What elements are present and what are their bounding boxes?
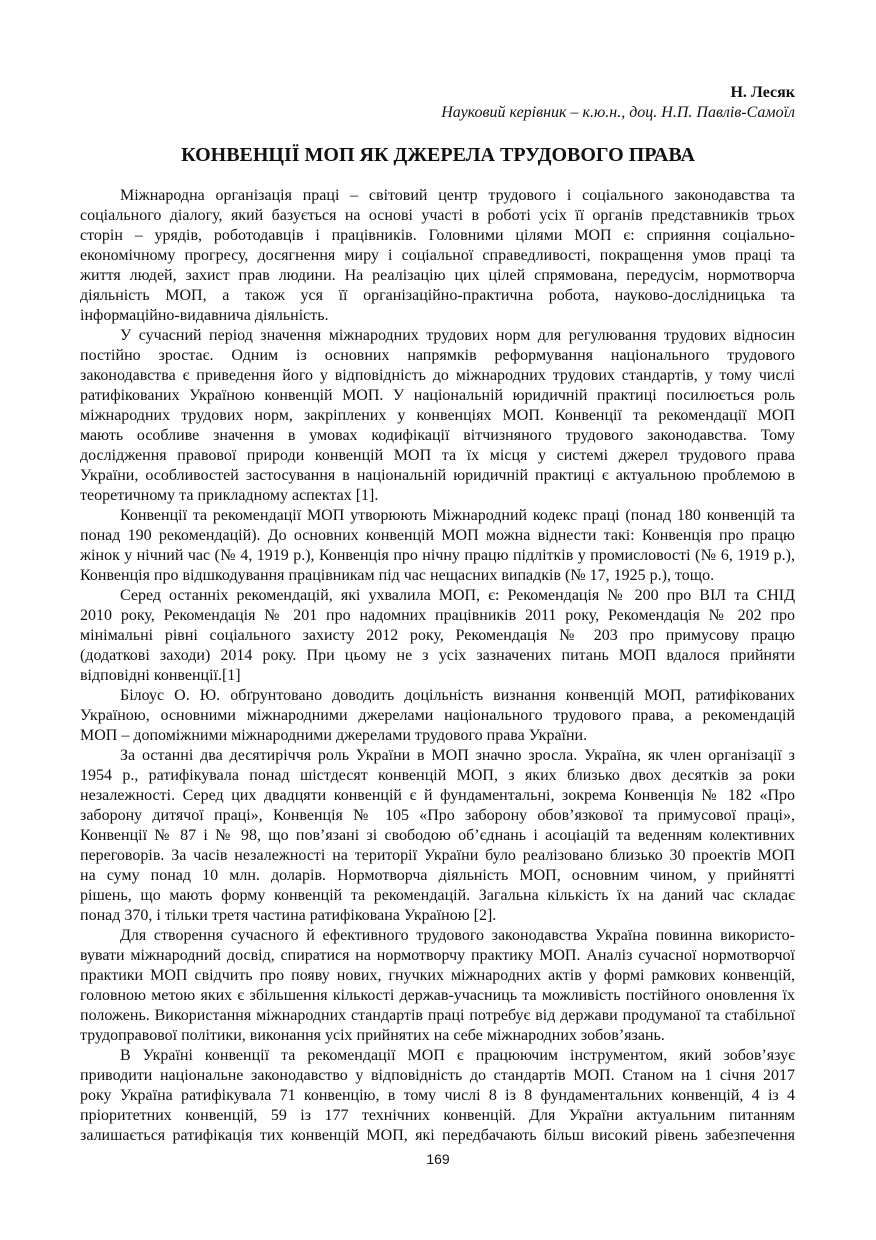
text-line: життя людей, захист прав людини. На реалізацію цих цілей спрямована, передусім, нормотворча: [80, 267, 795, 284]
text-line: відповідні конвенції.[1]: [80, 667, 241, 684]
text-line: (додаткові заходи) 2014 року. При цьому не з усіх зазначених питань МОП вдалося прийняти: [80, 647, 795, 664]
text-line: переговорів. За часів незалежності на території України було реалізовано близько 30 проектів МОП: [80, 847, 795, 864]
text-line: В Україні конвенції та рекомендації МОП є працюючим інструментом, який зобов’язує: [120, 1047, 795, 1064]
text-line: сторін – урядів, роботодавців і працівників. Головними цілями МОП є: сприяння соціально-: [80, 227, 795, 244]
text-line: міжнародних трудових норм, закріплених у конвенціях МОП. Конвенції та рекомендації МОП: [80, 407, 795, 424]
text-line: України, особливостей застосування в національній юридичній практиці є актуальною проблемою в: [80, 467, 795, 484]
supervisor-line: Науковий керівник – к.ю.н., доц. Н.П. Павлів-Самоїл: [441, 104, 795, 121]
text-line: положень. Використання міжнародних стандартів праці потребує від держави продуманої та стабільної: [80, 1007, 795, 1024]
text-line: року Україна ратифікувала 71 конвенцію, в тому числі 8 із 8 фундаментальних конвенцій, 4 із 4: [80, 1087, 795, 1104]
text-line: мінімальні рівні соціального захисту 2012 року, Рекомендація № 203 про примусову працю: [80, 627, 795, 644]
text-line: практики МОП свідчить про появу нових, гнучких міжнародних актів у формі рамкових конвенцій,: [80, 967, 795, 984]
text-line: соціального діалогу, який базується на основі участі в роботі усіх її органів представників трьох: [80, 207, 795, 224]
text-line: Міжнародна організація праці – світовий центр трудового і соціального законодавства та: [120, 187, 795, 204]
article-title: КОНВЕНЦІЇ МОП ЯК ДЖЕРЕЛА ТРУДОВОГО ПРАВА: [181, 144, 695, 166]
text-line: понад 370, і тільки третя частина ратифікована Україною [2].: [80, 907, 497, 924]
text-line: Для створення сучасного й ефективного трудового законодавства Україна повинна використо-: [120, 927, 795, 944]
text-line: інформаційно-видавнича діяльність.: [80, 307, 329, 324]
text-line: трудоправової політики, виконання усіх прийнятих на себе міжнародних зобов’язань.: [80, 1027, 665, 1044]
text-line: Білоус О. Ю. обґрунтовано доводить доцільність визнання конвенцій МОП, ратифікованих: [120, 687, 795, 704]
text-line: Конвенції № 87 і № 98, що пов’язані зі свободою об’єднань і асоціацій та веденням колективних: [80, 827, 795, 844]
text-line: понад 190 рекомендацій). До основних конвенцій МОП можна віднести такі: Конвенція про працю: [80, 527, 795, 544]
text-line: дослідження правової природи конвенцій МОП та їх місця у системі джерел трудового права: [80, 447, 795, 464]
text-line: рішень, що мають форму конвенцій та рекомендацій. Загальна кількість їх на даний час складає: [80, 887, 795, 904]
text-line: теоретичному та прикладному аспектах [1].: [80, 487, 379, 504]
text-line: За останні два десятиріччя роль України в МОП значно зросла. Україна, як член організації з: [120, 747, 795, 764]
paragraph: [80, 506, 795, 586]
text-line: Конвенція про відшкодування працівникам під час нещасних випадків (№ 17, 1925 р.), тощо.: [80, 567, 715, 584]
text-line: законодавства є приведення його у відповідність до міжнародних трудових стандартів, у тому числі: [80, 367, 795, 384]
text-line: 1954 р., ратифікувала понад шістдесят конвенцій МОП, з яких близько двох десятків за роки: [80, 767, 795, 784]
text-line: економічному прогресу, досягнення миру і соціальної справедливості, покращення умов праці та: [80, 247, 795, 264]
text-line: постійно зростає. Одним із основних напрямків реформування національного трудового: [80, 347, 795, 364]
text-line: діяльність МОП, а також уся її організаційно-практична робота, науково-дослідницька та: [80, 287, 795, 304]
paragraph: [80, 746, 795, 926]
text-line: У сучасний період значення міжнародних трудових норм для регулювання трудових відносин: [120, 327, 795, 344]
text-line: залишається ратифікація тих конвенцій МОП, які передбачають більш високий рівень забезпечення: [80, 1127, 795, 1144]
text-line: головною метою яких є збільшення кількості держав-учасниць та можливість постійного оновлення їх: [80, 987, 795, 1004]
text-line: МОП – допоміжними міжнародними джерелами трудового права України.: [80, 727, 588, 744]
text-line: вувати міжнародний досвід, спиратися на нормотворчу практику МОП. Аналіз сучасної нормотворчої: [80, 947, 795, 964]
paragraph: [80, 1046, 795, 1146]
page-number: 169: [426, 1151, 450, 1167]
text-line: на суму понад 10 млн. доларів. Нормотворча діяльність МОП, основним чином, у прийнятті: [80, 867, 795, 884]
paragraph: [80, 926, 795, 1046]
paragraph: [80, 326, 795, 506]
text-line: 2010 року, Рекомендація № 201 про надомних працівників 2011 року, Рекомендація № 202 про: [80, 607, 795, 624]
text-line: незалежності. Серед цих двадцяти конвенцій є й фундаментальні, зокрема Конвенція № 182 «Про: [80, 787, 795, 804]
text-line: Серед останніх рекомендацій, які ухвалила МОП, є: Рекомендація № 200 про ВІЛ та СНІД: [120, 587, 795, 604]
paragraph: [80, 686, 795, 746]
author-name: Н. Лесяк: [730, 84, 795, 101]
text-line: заборону дитячої праці», Конвенція № 105 «Про заборону обов’язкової та примусової праці»,: [80, 807, 795, 824]
text-line: мають особливе значення в умовах кодифікації вітчизняного трудового законодавства. Тому: [80, 427, 795, 444]
paragraph: [80, 586, 795, 686]
paragraph: [80, 186, 795, 326]
text-line: Україною, основними міжнародними джерелами національного трудового права, а рекомендацій: [80, 707, 795, 724]
text-line: пріоритетних конвенцій, 59 із 177 технічних конвенцій. Для України актуальним питанням: [80, 1107, 795, 1124]
text-line: жінок у нічний час (№ 4, 1919 р.), Конвенція про нічну працю підлітків у промисловості (№ 6, 1919 р.),: [80, 547, 795, 564]
text-line: приводити національне законодавство у відповідність до стандартів МОП. Станом на 1 січня 2017: [80, 1067, 795, 1084]
article-body: [80, 186, 795, 1146]
text-line: Конвенції та рекомендації МОП утворюють Міжнародний кодекс праці (понад 180 конвенцій та: [120, 507, 795, 524]
text-line: ратифікованих Україною конвенцій МОП. У національній юридичній практиці посилюється роль: [80, 387, 795, 404]
